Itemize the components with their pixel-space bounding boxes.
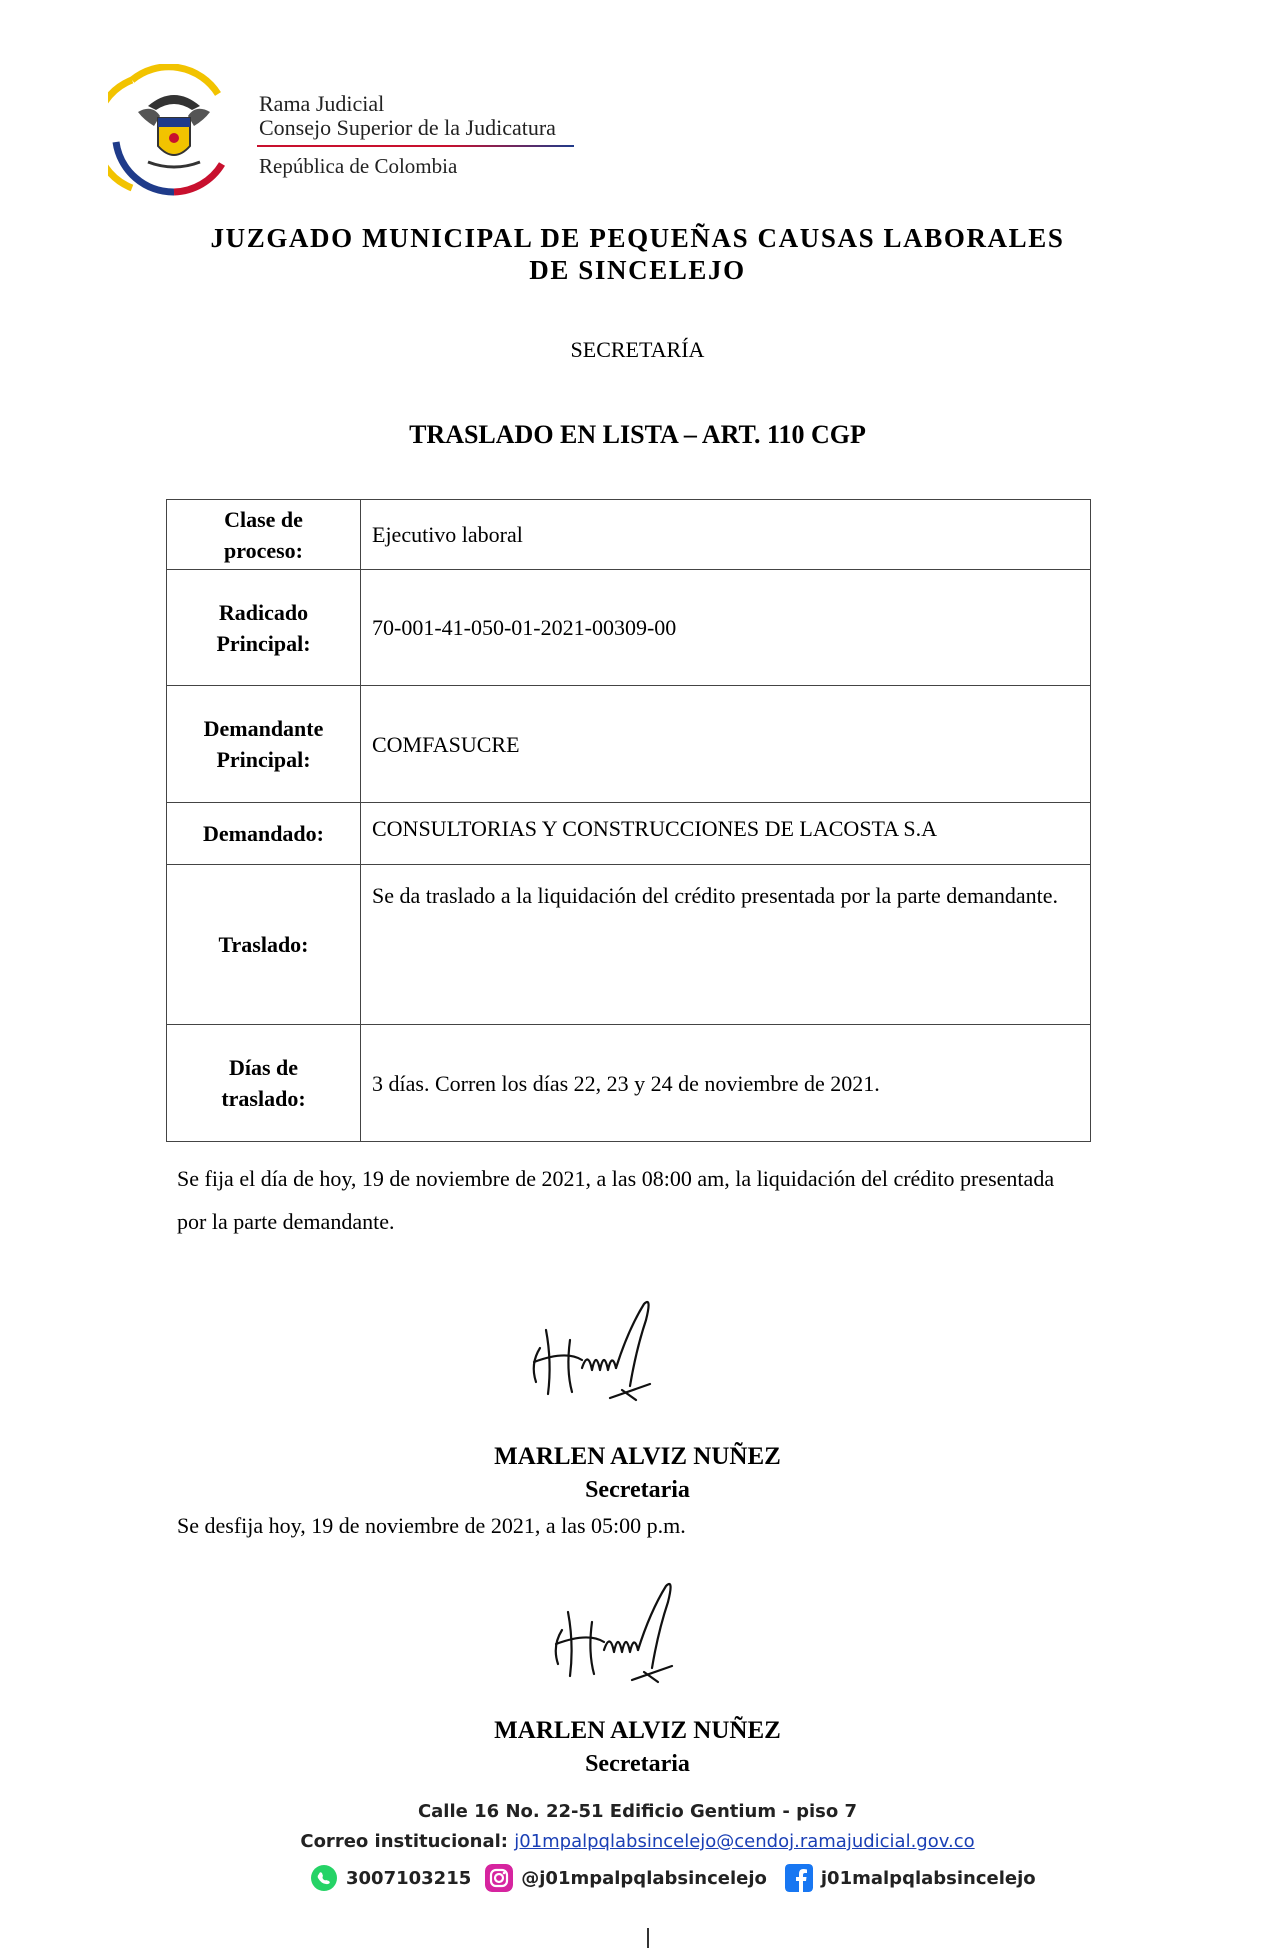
label-line: Demandante [203,716,324,741]
footer-mail-link[interactable]: j01mpalpqlabsincelejo@cendoj.ramajudicial.gov.co [514,1831,975,1852]
letterhead-rama-judicial: Rama Judicial [259,91,385,116]
label-line: Radicado [218,599,309,625]
footer-mail-label: Correo institucional: [300,1831,515,1852]
label-line: Días de [228,1055,299,1080]
label-line: Clase de [224,506,303,532]
facebook-icon [785,1864,813,1892]
facebook-handle[interactable]: j01malpqlabsincelejo [820,1867,1036,1889]
value-dias-traslado: 3 días. Corren los días 22, 23 y 24 de noviembre de 2021. [361,1025,1091,1142]
label-line: proceso: [223,537,304,563]
label-clase-proceso [167,500,361,570]
court-title-line-1: JUZGADO MUNICIPAL DE PEQUEÑAS CAUSAS LABORALES [210,223,1065,253]
label-demandante [167,686,361,803]
whatsapp-number[interactable]: 3007103215 [346,1867,472,1889]
secretaria-heading: SECRETARÍA [570,337,705,362]
label-radicado [167,570,361,686]
table-row-radicado [167,570,1091,686]
value-clase-proceso: Ejecutivo laboral [361,500,1091,570]
table-row-demandado [167,803,1091,865]
instagram-handle[interactable]: @j01mpalpqlabsincelejo [521,1867,767,1889]
handwritten-signature [548,1572,688,1692]
page-mark [647,1928,649,1948]
court-title [0,222,1275,286]
table-row-demandante [167,686,1091,803]
value-radicado: 70-001-41-050-01-2021-00309-00 [361,570,1091,686]
signer-1-role: Secretaria [585,1477,690,1503]
whatsapp-icon [310,1864,338,1892]
handwritten-signature [526,1290,666,1410]
desfijacion-paragraph: Se desfija hoy, 19 de noviembre de 2021, a las 05:00 p.m. [177,1513,686,1538]
table-row-dias-traslado [167,1025,1091,1142]
footer-social [310,1864,1036,1892]
case-info-table [166,499,1091,1142]
table-row-traslado [167,865,1091,1025]
signer-1-name: MARLEN ALVIZ NUÑEZ [494,1443,781,1470]
letterhead-republica: República de Colombia [259,154,458,178]
signer-2-name: MARLEN ALVIZ NUÑEZ [494,1717,781,1744]
document-title: TRASLADO EN LISTA – ART. 110 CGP [409,420,866,449]
label-line: Principal: [216,747,311,772]
letterhead-divider [257,145,574,147]
fijacion-paragraph: Se fija el día de hoy, 19 de noviembre de 2021, a las 08:00 am, la liquidación del crédito presentada por la parte demandante. [177,1166,1055,1234]
footer-address: Calle 16 No. 22-51 Edificio Gentium - piso 7 [417,1801,858,1822]
rama-judicial-logo [108,64,240,200]
label-dias-traslado [167,1025,361,1142]
signer-2-role: Secretaria [585,1751,690,1777]
table-row-clase-proceso [167,500,1091,570]
label-line: Principal: [216,630,311,656]
label-line: Traslado: [218,932,309,957]
value-demandante: COMFASUCRE [361,686,1091,803]
label-traslado [167,865,361,1025]
label-demandado [167,803,361,865]
value-demandado: CONSULTORIAS Y CONSTRUCCIONES DE LACOSTA S.A [361,803,1091,865]
instagram-icon [485,1864,513,1892]
value-traslado: Se da traslado a la liquidación del crédito presentada por la parte demandante. [361,865,1091,1025]
footer-mail [0,1831,1275,1852]
label-line: traslado: [221,1086,306,1111]
label-line: Demandado: [202,821,324,846]
letterhead-consejo-superior: Consejo Superior de la Judicatura [259,115,556,140]
court-title-line-2: DE SINCELEJO [529,255,746,285]
